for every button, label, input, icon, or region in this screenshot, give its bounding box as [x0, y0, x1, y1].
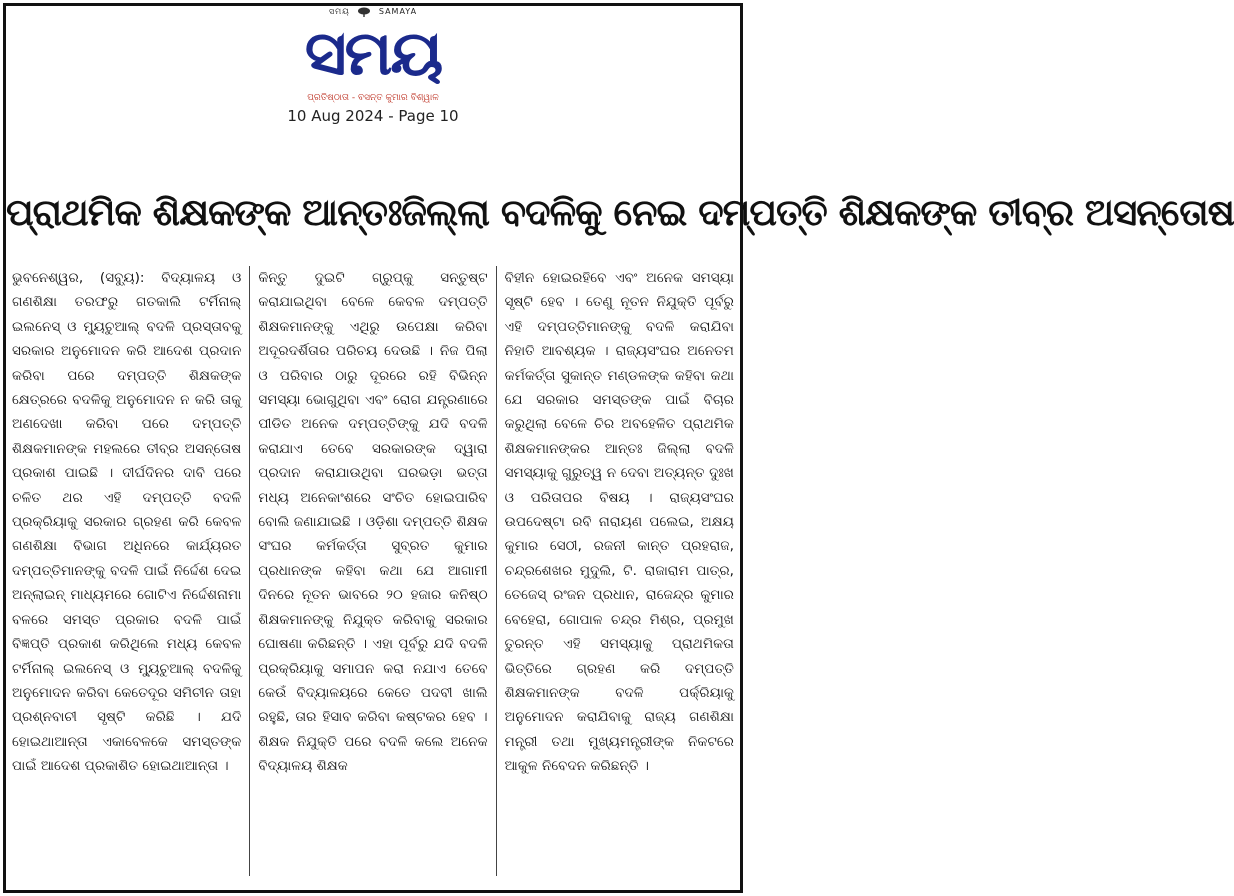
founder-tagline: ପ୍ରତିଷ୍ଠାତା - ବସନ୍ତ କୁମାର ବିଶ୍ୱାଳ: [307, 93, 439, 103]
article-column-3: [505, 266, 734, 876]
column-divider: [249, 266, 250, 876]
article-headline: ପ୍ରାଥମିକ ଶିକ୍ଷକଙ୍କ ଆନ୍ତଃଜିଲ୍ଲା ବଦଳିକୁ ନେଇ ଦମ୍ପତ୍ତି ଶିକ୍ଷକଙ୍କ ତୀବ୍ର ଅସନ୍ତୋଷ: [6, 191, 1234, 234]
column-1-text: ଭୁବନେଶ୍ୱର, (ସବ୍ୟୁ): ବିଦ୍ୟାଳୟ ଓ ଗଣଶିକ୍ଷା ତରଫରୁ ଗତକାଲି ଟର୍ମିନାଲ୍ ଇଲନେସ୍ ଓ ମ୍ୟୁଚୁଆଲ୍ ବଦଳି ପ୍ରସ୍ତାବକୁ ସରକାର ଅନୁମୋଦନ କରି ଆଦେଶ ପ୍ରଦାନ କରିବା ପରେ ଦମ୍ପତ୍ତି ଶିକ୍ଷକଙ୍କ କ୍ଷେତ୍ରରେ ବଦଳିକୁ ଅନୁମୋଦନ ନ କରି ତାକୁ ଅଣଦେଖା କରିବା ପରେ ଦମ୍ପତ୍ତି ଶିକ୍ଷକମାନଙ୍କ ମହଲରେ ତୀବ୍ର ଅସନ୍ତୋଷ ପ୍ରକାଶ ପାଇଛି । ଦୀର୍ଘଦିନର ଦାବି ପରେ ଚଳିତ ଥର ଏହି ଦମ୍ପତ୍ତି ବଦଳି ପ୍ରକ୍ରିୟାକୁ ସରକାର ଗ୍ରହଣ କରି କେବଳ ଗଣଶିକ୍ଷା ବିଭାଗ ଅଧିନରେ କାର୍ଯ୍ୟରତ ଦମ୍ପତ୍ତିମାନଙ୍କୁ ବଦଳି ପାଇଁ ନିର୍ଦ୍ଦେଶ ଦେଇ ଅନ୍‌ଲାଇନ୍ ମାଧ୍ୟମରେ ଗୋଟିଏ ନିର୍ଦ୍ଦେଶନାମା ବଳରେ ସମସ୍ତ ପ୍ରକାର ବଦଳି ପାଇଁ ବିଜ୍ଞପ୍ତି ପ୍ରକାଶ କରିଥିଲେ ମଧ୍ୟ କେବଳ ଟର୍ମିନାଲ୍ ଇଲନେସ୍ ଓ ମ୍ୟୁଚୁଆଲ୍ ବଦଳିକୁ ଅନୁମୋଦନ କରିବା କେତେଦୂର ସମିଚୀନ ତାହା ପ୍ରଶ୍ନବାଚୀ ସୃଷ୍ଟି କରିଛି । ଯଦି ହୋଇଥାଆନ୍ତା ଏକାବେଳକେ ସମସ୍ତଙ୍କ ପାଇଁ ଆଦେଶ ପ୍ରକାଶିତ ହୋଇଥାଆନ୍ତା ।: [12, 270, 242, 775]
masthead: [0, 6, 746, 126]
newspaper-logo: ସମୟ: [304, 18, 442, 90]
column-divider: [496, 266, 497, 876]
tree-icon: [357, 7, 371, 17]
edition-date: 10 Aug 2024 - Page 10: [287, 107, 459, 125]
logo-top-line: [0, 6, 746, 18]
article-body: [12, 266, 734, 876]
logo-top-left: ସମୟ: [328, 7, 350, 16]
article-column-2: [258, 266, 487, 876]
article-column-1: [12, 266, 241, 876]
column-2-text: କିନ୍ତୁ ଦୁଇଟି ଗ୍ରୁପ୍‌କୁ ସନ୍ତୁଷ୍ଟ କରାଯାଇଥିବା ବେଳେ କେବଳ ଦମ୍ପତ୍ତି ଶିକ୍ଷକମାନଙ୍କୁ ଏଥିରୁ ଉପେକ୍ଷା କରିବା ଅଦୂରଦର୍ଶିତାର ପରିଚୟ ଦେଉଛି । ନିଜ ପିଲା ଓ ପରିବାର ଠାରୁ ଦୂରରେ ରହି ବିଭିନ୍ନ ସମସ୍ୟା ଭୋଗୁଥିବା ଏବଂ ରୋଗ ଯନ୍ତ୍ରଣାରେ ପୀଡିତ ଅନେକ ଦମ୍ପତ୍ତିଙ୍କୁ ଯଦି ବଦଳି କରାଯାଏ ତେବେ ସରକାରଙ୍କ ଦ୍ୱାରା ପ୍ରଦାନ କରାଯାଉଥିବା ଘରଭଡ଼ା ଭତ୍ତା ମଧ୍ୟ ଅନେକାଂଶରେ ସଂଚିତ ହୋଇପାରିବ ବୋଲି ଜଣାଯାଇଛି । ଓଡ଼ିଶା ଦମ୍ପତ୍ତି ଶିକ୍ଷକ ସଂଘର କର୍ମକର୍ତ୍ତା ସୁବ୍ରତ କୁମାର ପ୍ରଧାନଙ୍କ କହିବା କଥା ଯେ ଆଗାମୀ ଦିନରେ ନୂତନ ଭାବରେ ୨୦ ହଜାର କନିଷ୍ଠ ଶିକ୍ଷକମାନଙ୍କୁ ନିଯୁକ୍ତ କରିବାକୁ ସରକାର ଘୋଷଣା କରିଛନ୍ତି । ଏହା ପୂର୍ବରୁ ଯଦି ବଦଳି ପ୍ରକ୍ରିୟାକୁ ସମାପନ କରା ନଯାଏ ତେବେ କେଉଁ ବିଦ୍ୟାଳୟରେ କେତେ ପଦବୀ ଖାଲି ରହୁଛି, ତାର ହିସାବ କରିବା କଷ୍ଟକର ହେବ । ଶିକ୍ଷକ ନିଯୁକ୍ତି ପରେ ବଦଳି କଲେ ଅନେକ ବିଦ୍ୟାଳୟ ଶିକ୍ଷକ: [258, 270, 488, 775]
column-3-text: ବିହୀନ ହୋଇରହିବେ ଏବଂ ଅନେକ ସମସ୍ୟା ସୃଷ୍ଟି ହେବ । ତେଣୁ ନୂତନ ନିଯୁକ୍ତି ପୂର୍ବରୁ ଏହି ଦମ୍ପତ୍ତିମାନଙ୍କୁ ବଦଳି କରାଯିବା ନିହାତି ଆବଶ୍ୟକ । ରାଜ୍ୟସଂଘର ଅନେତମ କର୍ମକର୍ତ୍ତା ସୁକାନ୍ତ ମଣ୍ଡଳଙ୍କ କହିବା କଥା ଯେ ସରକାର ସମସ୍ତଙ୍କ ପାଇଁ ବିଚାର କରୁଥିଲା ବେଳେ ଚିର ଅବହେଳିତ ପ୍ରାଥମିକ ଶିକ୍ଷକମାନଙ୍କର ଆନ୍ତଃ ଜିଲ୍ଲା ବଦଳି ସମସ୍ୟାକୁ ଗୁରୁତ୍ୱ ନ ଦେବା ଅତ୍ୟନ୍ତ ଦୁଃଖ ଓ ପରିତାପର ବିଷୟ । ରାଜ୍ୟସଂଘର ଉପଦେଷ୍ଟା ରବି ନାରାୟଣ ପଲେଇ, ଅକ୍ଷୟ କୁମାର ସେଠୀ, ରଜନୀ କାନ୍ତ ପ୍ରହରାଜ, ଚନ୍ଦ୍ରଶେଖର ମୁଦୁଲି, ଟି. ରାଜାରାମ ପାତ୍ର, ତେଜେସ୍ ରଂଜନ ପ୍ରଧାନ, ରାଜେନ୍ଦ୍ର କୁମାର ବେହେରା, ଗୋପାଳ ଚନ୍ଦ୍ର ମିଶ୍ର, ପ୍ରମୁଖ ତୁରନ୍ତ ଏହି ସମସ୍ୟାକୁ ପ୍ରାଥମିକତା ଭିତ୍ତିରେ ଗ୍ରହଣ କରି ଦମ୍ପତ୍ତି ଶିକ୍ଷକମାନଙ୍କ ବଦଳି ପର୍କ୍ରିୟାକୁ ଅନୁମୋଦନ କରାଯିବାକୁ ରାଜ୍ୟ ଗଣଶିକ୍ଷା ମନ୍ତ୍ରୀ ତଥା ମୁଖ୍ୟମନ୍ତ୍ରୀଙ୍କ ନିକଟରେ ଆକୁଳ ନିବେଦନ କରିଛନ୍ତି ।: [504, 270, 734, 775]
logo-top-right: SAMAYA: [378, 7, 418, 16]
